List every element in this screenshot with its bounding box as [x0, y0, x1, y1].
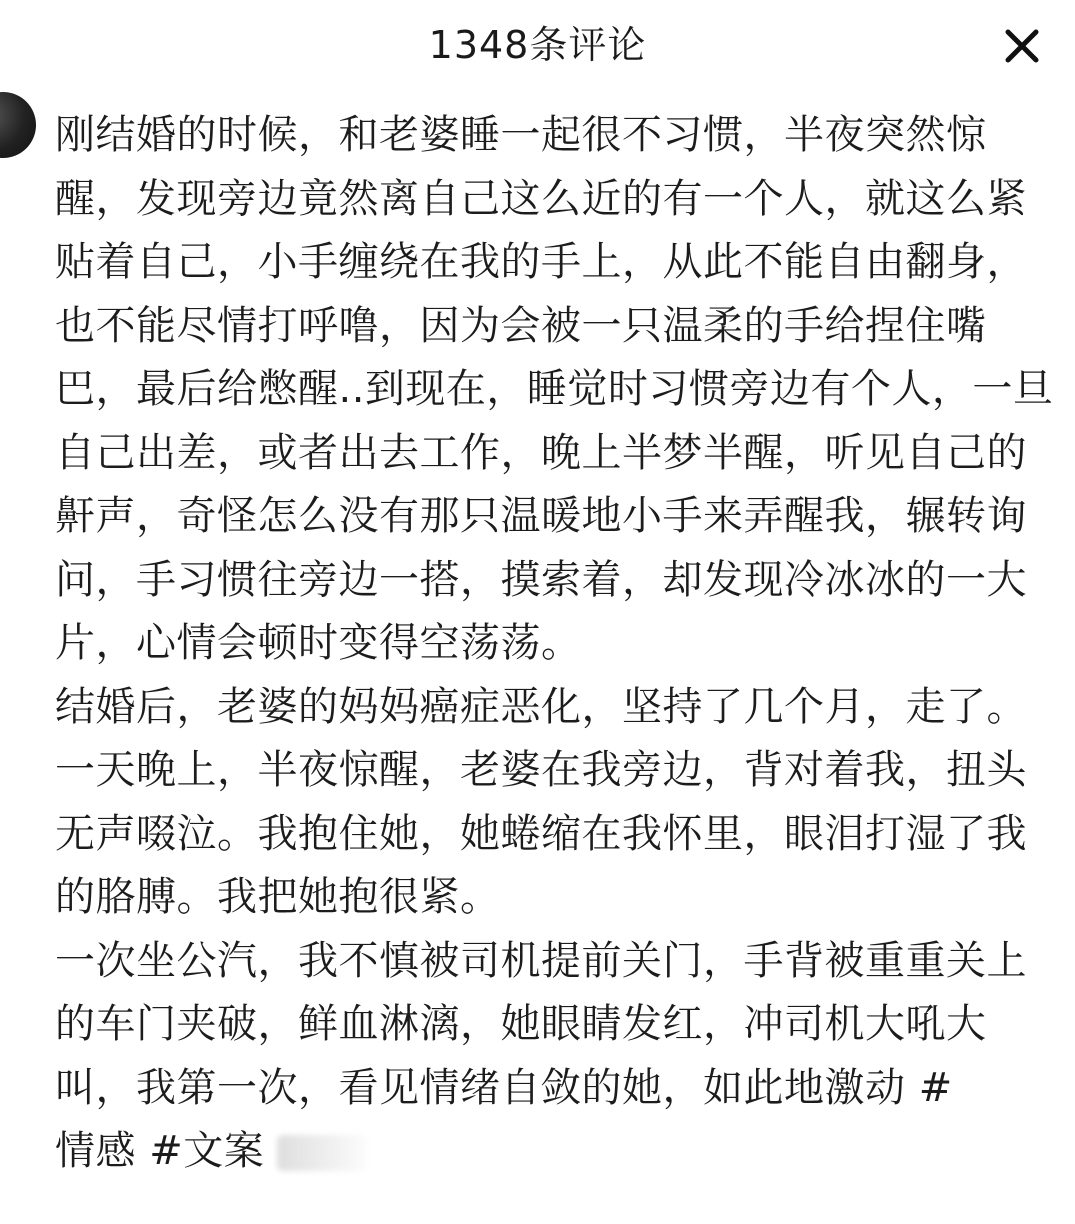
close-button[interactable] — [996, 20, 1048, 72]
comment-paragraph-1: 刚结婚的时候，和老婆睡一起很不习惯，半夜突然惊醒，发现旁边竟然离自己这么近的有一个人，就这么紧贴着自己，小手缠绕在我的手上，从此不能自由翻身，也不能尽情打呼噜，因为会被一只温柔的手给捏住嘴巴，最后给憋醒..到现在，睡觉时习惯旁边有个人，一旦自己出差，或者出去工作，晚上半梦半醒，听见自己的鼾声，奇怪怎么没有那只温暖地小手来弄醒我，辗转询问，手习惯往旁边一搭，摸索着，却发现冷冰冰的一大片，心情会顿时变得空荡荡。 — [55, 112, 1054, 666]
hashtag-links[interactable]: 情感 #文案 — [55, 1128, 265, 1174]
blurred-overflow — [277, 1135, 367, 1171]
user-avatar[interactable] — [0, 92, 36, 158]
comments-header — [0, 0, 1075, 92]
comment-text — [55, 104, 1055, 1184]
comment-count-title: 1348条评论 — [428, 23, 647, 67]
comment-paragraph-3: 一天晚上，半夜惊醒，老婆在我旁边，背对着我，扭头无声啜泣。我抱住她，她蜷缩在我怀里，眼泪打湿了我的胳膊。我把她抱很紧。 — [55, 747, 1027, 920]
comment-paragraph-4: 一次坐公汽，我不慎被司机提前关门，手背被重重关上的车门夹破，鲜血淋漓，她眼睛发红，冲司机大吼大叫，我第一次，看见情绪自敛的她，如此地激动 # — [55, 937, 1027, 1111]
comment-paragraph-2: 结婚后，老婆的妈妈癌症恶化，坚持了几个月，走了。 — [55, 683, 1027, 730]
comment-tags-line — [55, 1120, 1055, 1184]
close-icon — [996, 20, 1048, 72]
